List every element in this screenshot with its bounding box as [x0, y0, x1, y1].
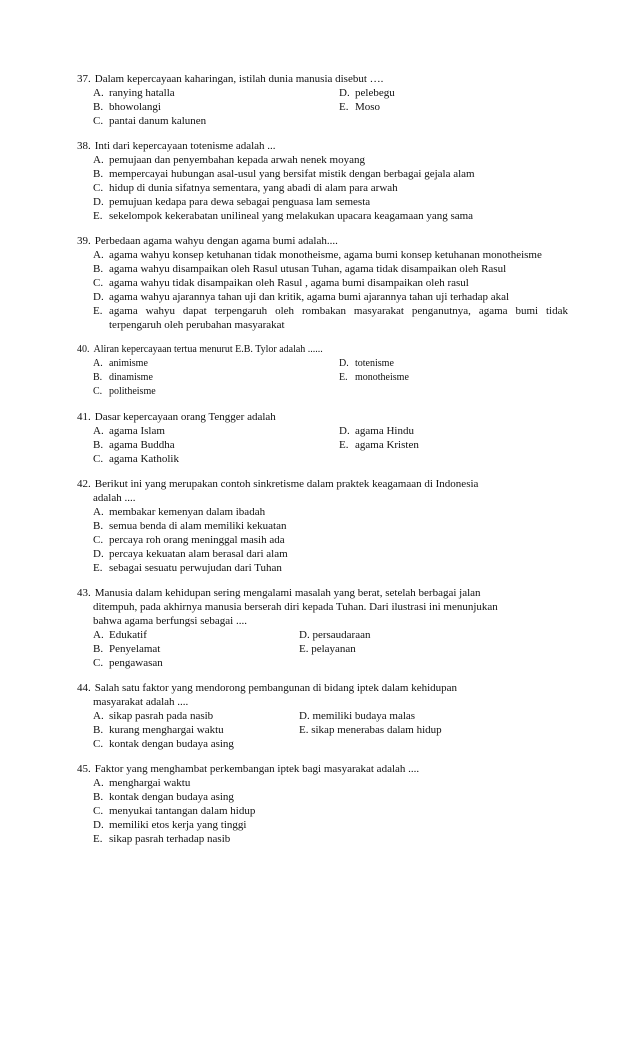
option-a: A. ranying hatalla — [93, 87, 175, 99]
options-list — [77, 628, 568, 670]
option-b: B. Penyelamat — [93, 643, 161, 655]
options-list — [77, 86, 568, 128]
option-b: B. mempercayai hubungan asal-usul yang bersifat mistik dengan berbagai gejala alam — [93, 168, 475, 180]
question-text: Aliran kepercayaan tertua menurut E.B. Tylor adalah ...... — [93, 344, 323, 355]
question-text-continued: bahwa agama berfungsi sebagai .... — [93, 615, 247, 627]
option-e: E. sekelompok kekerabatan unilineal yang melakukan upacara keagamaan yang sama — [93, 210, 474, 222]
option-c: C. menyukai tantangan dalam hidup — [93, 805, 256, 817]
option-d: D. memiliki budaya malas — [299, 710, 416, 722]
question-text: Perbedaan agama wahyu dengan agama bumi adalah.... — [94, 235, 338, 247]
option-a: A. sikap pasrah pada nasib — [93, 710, 214, 722]
options-list — [77, 424, 568, 466]
option-b: B. agama wahyu disampaikan oleh Rasul utusan Tuhan, agama tidak disampaikan oleh Rasul — [93, 263, 507, 275]
question-42 — [77, 477, 568, 575]
question-number: 37. — [77, 73, 91, 85]
option-d: D. pemujuan kedapa para dewa sebagai penguasa lam semesta — [93, 196, 371, 208]
option-b: B. dinamisme — [93, 372, 153, 383]
option-c: C. pengawasan — [93, 657, 163, 669]
question-text: Faktor yang menghambat perkembangan iptek bagi masyarakat adalah .... — [94, 763, 420, 775]
option-d: D. agama wahyu ajarannya tahan uji dan kritik, agama bumi ajarannya tahan uji terhadap akal — [93, 291, 510, 303]
question-38 — [77, 139, 568, 223]
option-c: C. hidup di dunia sifatnya sementara, yang abadi di alam para arwah — [93, 182, 398, 194]
option-c: C. agama wahyu tidak disampaikan oleh Rasul , agama bumi disampaikan oleh rasul — [93, 277, 469, 289]
option-e: E. sebagai sesuatu perwujudan dari Tuhan — [93, 562, 282, 574]
question-number: 41. — [77, 411, 91, 423]
question-number: 43. — [77, 587, 91, 599]
option-d: D. percaya kekuatan alam berasal dari alam — [93, 548, 288, 560]
option-c: C. percaya roh orang meninggal masih ada — [93, 534, 285, 546]
question-40 — [77, 343, 568, 399]
option-a: A. menghargai waktu — [93, 777, 191, 789]
question-text: Manusia dalam kehidupan sering mengalami masalah yang berat, setelah berbagai jalan — [94, 587, 481, 599]
option-e: E. monotheisme — [339, 372, 409, 383]
question-37 — [77, 72, 568, 128]
question-number: 39. — [77, 235, 91, 247]
option-e: E. sikap menerabas dalam hidup — [299, 724, 442, 736]
option-e: E. agama wahyu dapat terpengaruh oleh rombakan masyarakat penganutnya, agama bumi tidak terpengaruh oleh perubahan masyarakat — [93, 305, 568, 331]
question-text: Berikut ini yang merupakan contoh sinkretisme dalam praktek keagamaan di Indonesia — [94, 478, 479, 490]
question-text: Dasar kepercayaan orang Tengger adalah — [94, 411, 276, 423]
question-number: 45. — [77, 763, 91, 775]
option-b: B. agama Buddha — [93, 439, 175, 451]
options-list — [77, 357, 568, 399]
option-b: B. bhowolangi — [93, 101, 161, 113]
option-e: E. pelayanan — [299, 643, 356, 655]
option-a: A. animisme — [93, 358, 148, 369]
option-a: A. agama Islam — [93, 425, 165, 437]
option-d: D. totenisme — [339, 358, 394, 369]
option-a: A. membakar kemenyan dalam ibadah — [93, 506, 266, 518]
question-41 — [77, 410, 568, 466]
question-text: Inti dari kepercayaan totenisme adalah ... — [94, 140, 276, 152]
option-d: D. pelebegu — [339, 87, 395, 99]
option-b: B. kurang menghargai waktu — [93, 724, 224, 736]
option-c: C. kontak dengan budaya asing — [93, 738, 234, 750]
question-text-continued: adalah .... — [93, 492, 136, 504]
option-b: B. kontak dengan budaya asing — [93, 791, 234, 803]
question-number: 38. — [77, 140, 91, 152]
option-a: A. Edukatif — [93, 629, 147, 641]
option-a: A. pemujaan dan penyembahan kepada arwah nenek moyang — [93, 154, 365, 166]
options-list — [77, 153, 568, 223]
question-number: 40. — [77, 344, 90, 355]
option-d: D. memiliki etos kerja yang tinggi — [93, 819, 247, 831]
options-list — [77, 505, 568, 575]
option-e: E. agama Kristen — [339, 439, 419, 451]
option-b: B. semua benda di alam memiliki kekuatan — [93, 520, 287, 532]
question-text-continued: ditempuh, pada akhirnya manusia berserah diri kepada Tuhan. Dari ilustrasi ini menunjukan — [93, 601, 498, 613]
question-39 — [77, 234, 568, 332]
option-c: C. agama Katholik — [93, 453, 179, 465]
option-c: C. politheisme — [93, 386, 156, 397]
question-45 — [77, 762, 568, 846]
question-44 — [77, 681, 568, 751]
option-e: E. Moso — [339, 101, 381, 113]
question-text: Salah satu faktor yang mendorong pembangunan di bidang iptek dalam kehidupan — [94, 682, 458, 694]
question-number: 42. — [77, 478, 91, 490]
question-43 — [77, 586, 568, 670]
question-number: 44. — [77, 682, 91, 694]
question-text: Dalam kepercayaan kaharingan, istilah dunia manusia disebut …. — [94, 73, 384, 85]
option-c: C. pantai danum kalunen — [93, 115, 207, 127]
option-a: A. agama wahyu konsep ketuhanan tidak monotheisme, agama bumi konsep ketuhanan monotheisme — [93, 249, 542, 261]
options-list — [77, 248, 568, 332]
option-d: D. persaudaraan — [299, 629, 371, 641]
options-list — [77, 709, 568, 751]
option-d: D. agama Hindu — [339, 425, 414, 437]
options-list — [77, 776, 568, 846]
option-e: E. sikap pasrah terhadap nasib — [93, 833, 231, 845]
question-text-continued: masyarakat adalah .... — [93, 696, 189, 708]
